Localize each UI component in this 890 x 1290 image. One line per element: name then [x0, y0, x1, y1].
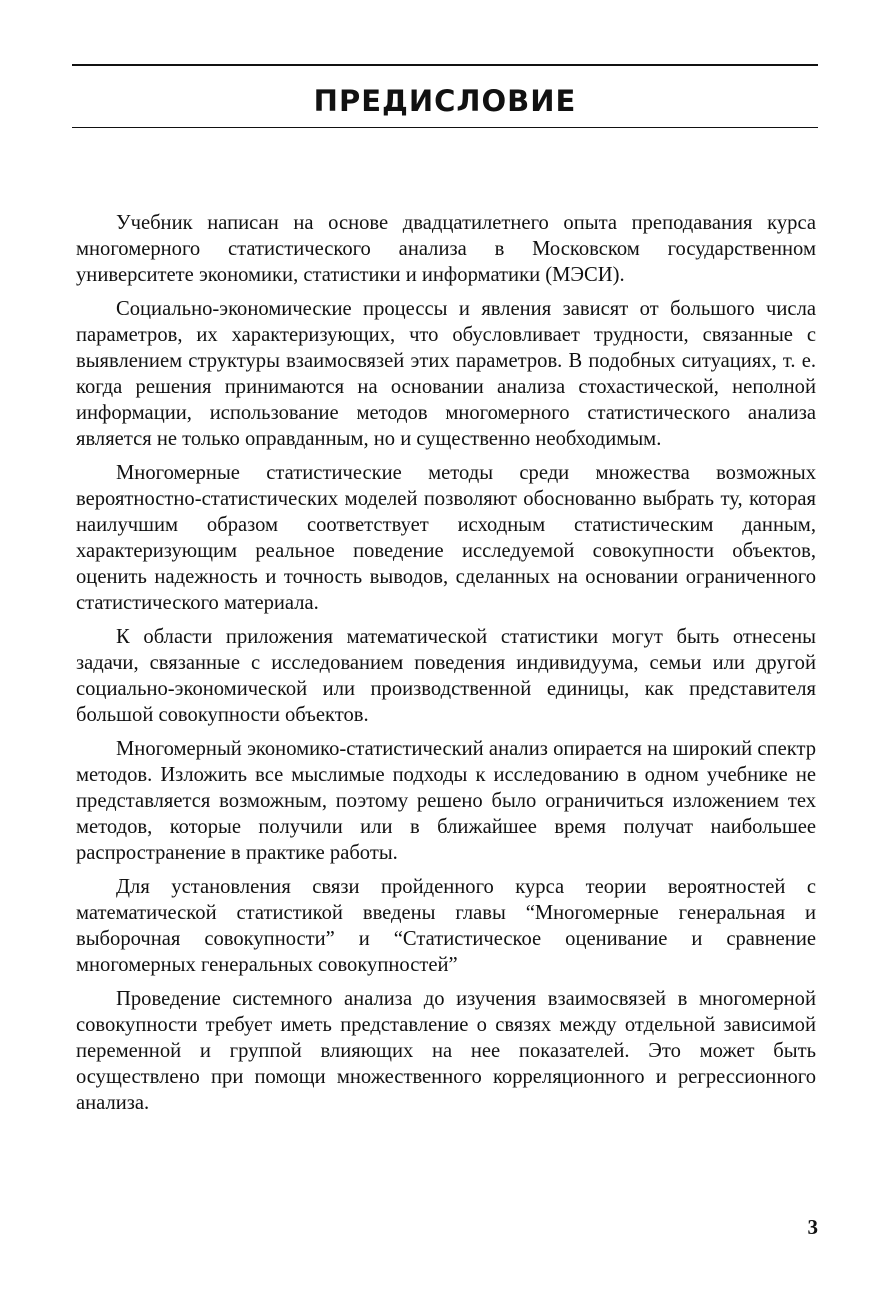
paragraph-7: Проведение системного анализа до изучения взаимосвязей в многомерной совокупности требует иметь представление о связях между отдельной зависимой переменной и группой влияющих на нее показателей. Это может быть осуществлено при помощи множественного корреляционного и регрессионного анализа. — [76, 988, 816, 1114]
header-rule-bottom — [72, 127, 818, 128]
preface-body — [76, 210, 816, 1124]
paragraph-3: Многомерные статистические методы среди множества возможных вероятностно-статистических моделей позволяют обоснованно выбрать ту, которая наилучшим образом соответствует исходным статистическим данным, характеризующим реальное поведение исследуемой совокупности объектов, оценить надежность и точность выводов, сделанных на основании ограниченного статистического материала. — [76, 462, 816, 614]
paragraph-5: Многомерный экономико-статистический анализ опирается на широкий спектр методов. Изложить все мыслимые подходы к исследованию в одном учебнике не представляется возможным, поэтому решено было ограничиться изложением тех методов, которые получили или в ближайшее время получат наибольшее распространение в практике работы. — [76, 738, 816, 864]
paragraph-6: Для установления связи пройденного курса теории вероятностей с математической статистикой введены главы “Многомерные генеральная и выборочная совокупности” и “Статистическое оценивание и сравнение многомерных генеральных совокупностей” — [76, 876, 816, 976]
paragraph-4: К области приложения математической статистики могут быть отнесены задачи, связанные с исследованием поведения индивидуума, семьи или другой социально-экономической или производственной единицы, как представителя большой совокупности объектов. — [76, 626, 816, 726]
header-rule-top — [72, 64, 818, 66]
page-title: ПРЕДИСЛОВИЕ — [313, 84, 577, 118]
paragraph-1: Учебник написан на основе двадцатилетнего опыта преподавания курса многомерного статистического анализа в Московском государственном университете экономики, статистики и информатики (МЭСИ). — [76, 212, 816, 286]
paragraph-2: Социально-экономические процессы и явления зависят от большого числа параметров, их характеризующих, что обусловливает трудности, связанные с выявлением структуры взаимосвязей этих параметров. В подобных ситуациях, т. е. когда решения принимаются на основании анализа стохастической, неполной информации, использование методов многомерного статистического анализа является не только оправданным, но и существенно необходимым. — [76, 298, 816, 450]
page-number: 3 — [807, 1215, 818, 1239]
